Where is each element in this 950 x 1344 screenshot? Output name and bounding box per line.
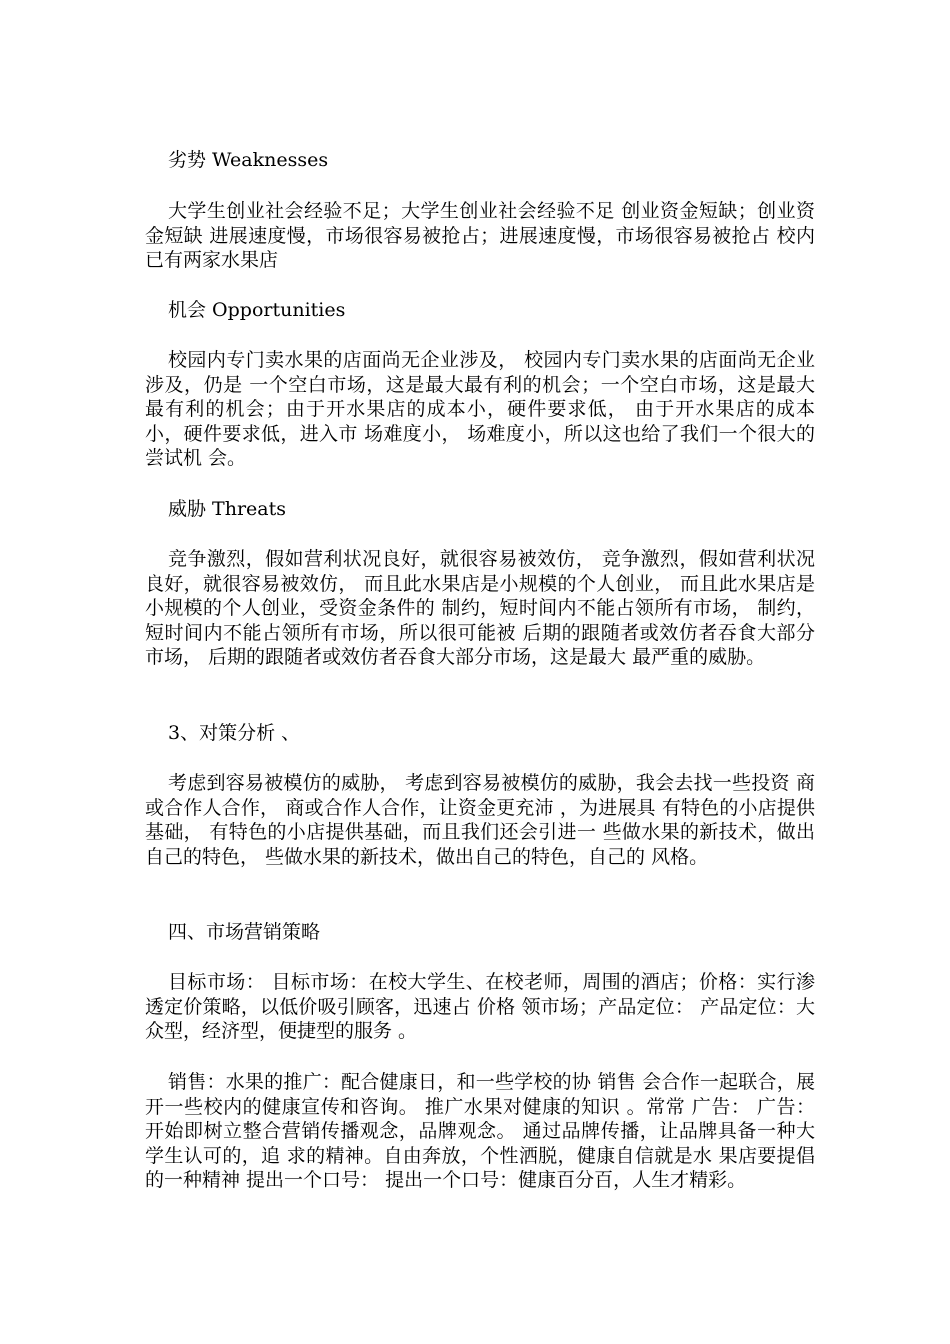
opportunities-heading: 机会 Opportunities	[168, 299, 346, 321]
strategy-paragraph: 考虑到容易被模仿的威胁， 考虑到容易被模仿的威胁，我会去找一些投资 商或合作人合作， 商或合作人合作，让资金更充沛 ，为进展具 有特色的小店提供基础， 有特色的小店提供基础，而且我们还会引进一 些做水果的新技术，做出自己的特色， 些做水果的新技术，做出自己的特色，自己的 风格。	[145, 772, 815, 868]
strategy-heading: 3、对策分析 、	[168, 722, 301, 744]
marketing-heading: 四、市场营销策略	[168, 921, 321, 943]
sales-paragraph: 销售：水果的推广：配合健康日，和一些学校的协 销售 会合作一起联合，展开一些校内的健康宣传和咨询。 推广水果对健康的知识 。常常 广告： 广告：开始即树立整合营销传播观念，品牌观念。 通过品牌传播，让品牌具备一种大学生认可的，追 求的精神。自由奔放，个性洒脱，健康自信就是水 果店要提倡的一种精神 提出一个口号： 提出一个口号：健康百分百，人生才精彩。	[145, 1071, 815, 1192]
threats-paragraph: 竞争激烈，假如营利状况良好，就很容易被效仿， 竞争激烈，假如营利状况良好，就很容易被效仿， 而且此水果店是小规模的个人创业， 而且此水果店是小规模的个人创业，受资金条件的 制约，短时间内不能占领所有市场， 制约，短时间内不能占领所有市场，所以很可能被 后期的跟随者或效仿者吞食大部分市场， 后期的跟随者或效仿者吞食大部分市场，这是最大 最严重的威胁。	[145, 548, 815, 669]
threats-heading: 威胁 Threats	[168, 498, 286, 520]
weaknesses-heading: 劣势 Weaknesses	[168, 149, 329, 171]
target-market-paragraph: 目标市场： 目标市场：在校大学生、在校老师，周围的酒店；价格：实行渗透定价策略，以低价吸引顾客，迅速占 价格 领市场；产品定位： 产品定位：大众型，经济型，便捷型的服务 。	[145, 971, 815, 1043]
weaknesses-paragraph: 大学生创业社会经验不足；大学生创业社会经验不足 创业资金短缺；创业资金短缺 进展速度慢，市场很容易被抢占；进展速度慢，市场很容易被抢占 校内已有两家水果店	[145, 200, 815, 272]
opportunities-paragraph: 校园内专门卖水果的店面尚无企业涉及， 校园内专门卖水果的店面尚无企业涉及，仍是 一个空白市场，这是最大最有利的机会；一个空白市场，这是最大最有利的机会；由于开水果店的成本小，硬件要求低， 由于开水果店的成本小，硬件要求低，进入市 场难度小， 场难度小，所以这也给了我们一个很大的尝试机 会。	[145, 349, 815, 470]
